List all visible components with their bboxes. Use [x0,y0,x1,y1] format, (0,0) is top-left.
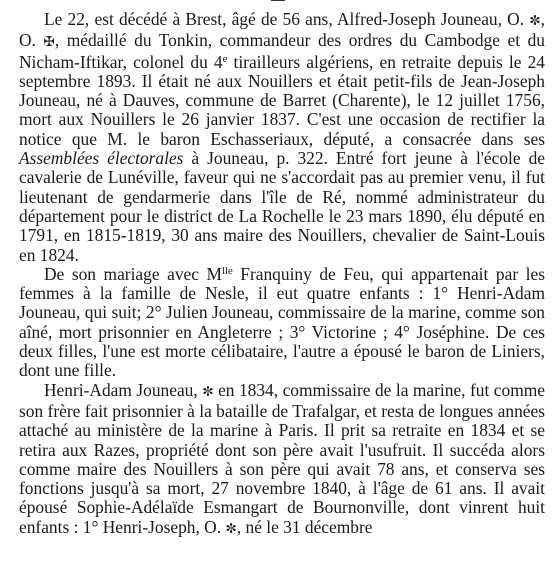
text-run: Henri-Adam Jouneau, [44,379,203,400]
text-run: De son mariage avec M [44,263,222,284]
text-run: Franquiny de Feu, qui appartenait par les femmes à la famille de Nesle, il eut quatre enfants : 1° Henri-Adam Jouneau, qui suit; 2° Julien Jouneau, commissaire de la marine, comme son aîné, mort prisonnier en Angleterre ; 3° Victorine ; 4° Joséphine. De ces deux filles, l'une est morte célibataire, l'autre a épousé le baron de Liniers, dont une fille. [19,263,545,381]
document-body [19,10,545,539]
superscript: e [222,52,228,65]
text-run: Le 22, est décédé à Brest, âgé de 56 ans, Alfred-Joseph Jouneau, O. [44,9,530,29]
order-symbol: ✼ [202,383,214,400]
text-run: , né le 31 décembre [236,516,373,537]
text-run: en 1834, commissaire de la marine, fut comme son frère fait prisonnier à la bataille de Trafalgar, et resta de longues années attaché au ministère de la marine à Paris. Il prit sa retraite en 1834 et se retira aux Razes, propriété dont son père avait l'usufruit. Il succéda alors comme maire des Nouillers à son père qui avait 78 ans, et conserva ses fonctions jusqu'à sa mort, 27 novembre 1840, à l'âge de 61 ans. Il avait épousé Sophie-Adélaïde Esmangart de Bournonville, dont vinrent huit enfants : 1° Henri-Joseph, O. [19,379,545,537]
order-symbol: ✠ [43,34,55,51]
top-dash-rule [271,0,285,1]
paragraph-3 [19,381,545,539]
paragraph-2 [19,265,545,381]
order-symbol: ✼ [529,13,541,29]
text-run: à Jouneau, p. 322. Entré fort jeune à l'école de cavalerie de Lunéville, faveur qui ne s'accordait pas au premier venu, il fut lieutenant de gendarmerie dans l'île de Ré, nommé administrateur du département pour le district de La Rochelle le 23 mars 1890, élu député en 1791, en 1815-1819, 30 ans maire des Nouillers, chevalier de Saint-Louis en 1824. [19,148,546,265]
text-run: tirailleurs algériens, en retraite depuis le 24 septembre 1893. Il était né aux Nouillers et était petit-fils de Jean-Joseph Jouneau, né à Dauves, commune de Barret (Charente), le 12 juillet 1756, mort aux Nouillers le 26 janvier 1837. C'est une occasion de rectifier la notice que M. le baron Eschasseriaux, député, a consacrée dans ses [19,51,545,149]
paragraph-1 [19,10,545,265]
order-symbol: ✼ [225,520,237,537]
superscript: lle [221,264,233,277]
text-run: , O. [19,9,545,51]
italic-title: Assemblées électorales [19,148,184,169]
text-run: , médaillé du Tonkin, commandeur des ordres du Cambodge et du Nicham-Iftikar, colonel du 4 [19,30,545,72]
